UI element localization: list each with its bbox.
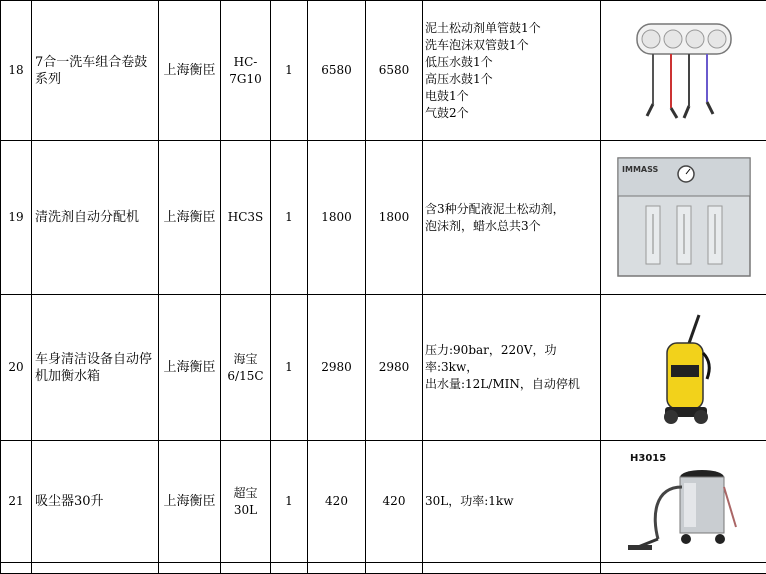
description (423, 141, 601, 295)
model-line: HC3S (221, 209, 270, 226)
description-line: 气鼓2个 (425, 105, 600, 122)
model-cell (221, 1, 271, 141)
model-line: 6/15C (221, 368, 270, 385)
description (423, 295, 601, 441)
pressure-washer-image (649, 309, 719, 427)
total-price: 1800 (366, 141, 423, 295)
table-row (1, 441, 766, 563)
model-cell (221, 295, 271, 441)
description-line: 压力:90bar，220V，功率:3kw， (425, 342, 600, 376)
description-line: 洗车泡沫双管鼓1个 (425, 37, 600, 54)
model-cell (221, 141, 271, 295)
row-number: 20 (1, 295, 32, 441)
manufacturer: 上海衡臣 (159, 295, 221, 441)
model-line: 30L (221, 502, 270, 519)
vacuum-model-caption: H3015 (630, 453, 666, 464)
description-line: 出水量:12L/MIN，自动停机 (425, 376, 600, 393)
description-line: 30L，功率:1kw (425, 493, 600, 510)
unit-price: 1800 (308, 141, 366, 295)
description-line: 高压水鼓1个 (425, 71, 600, 88)
product-image-cell (601, 1, 766, 141)
product-name: 清洗剂自动分配机 (32, 141, 159, 295)
total-price: 2980 (366, 295, 423, 441)
model-line: 7G10 (221, 71, 270, 88)
table-row (1, 141, 766, 295)
vacuum-cleaner-image (624, 447, 744, 557)
manufacturer: 上海衡臣 (159, 441, 221, 563)
dispenser-cabinet-image (614, 154, 754, 282)
quantity: 1 (271, 295, 308, 441)
quantity: 1 (271, 141, 308, 295)
table-row (1, 1, 766, 141)
description-line: 含3种分配液泥土松动剂， (425, 201, 600, 218)
description-line: 电鼓1个 (425, 88, 600, 105)
manufacturer: 上海衡臣 (159, 141, 221, 295)
table-row (1, 295, 766, 441)
model-line: 海宝 (221, 351, 270, 368)
description-line: 泡沫剂，蜡水总共3个 (425, 218, 600, 235)
description-line: 泥土松动剂单管鼓1个 (425, 20, 600, 37)
product-name: 7合一洗车组合卷鼓系列 (32, 1, 159, 141)
model-cell (221, 441, 271, 563)
unit-price: 2980 (308, 295, 366, 441)
total-price: 6580 (366, 1, 423, 141)
total-price: 420 (366, 441, 423, 563)
row-number: 19 (1, 141, 32, 295)
model-line: 超宝 (221, 485, 270, 502)
product-image-cell (601, 441, 766, 563)
table-row (1, 563, 766, 574)
unit-price: 420 (308, 441, 366, 563)
manufacturer: 上海衡臣 (159, 1, 221, 141)
product-image-cell (601, 141, 766, 295)
unit-price: 6580 (308, 1, 366, 141)
description (423, 1, 601, 141)
row-number: 18 (1, 1, 32, 141)
quantity: 1 (271, 441, 308, 563)
description (423, 441, 601, 563)
row-number: 21 (1, 441, 32, 563)
product-name: 车身清洁设备自动停机加衡水箱 (32, 295, 159, 441)
product-image-cell (601, 295, 766, 441)
description-line: 低压水鼓1个 (425, 54, 600, 71)
quantity: 1 (271, 1, 308, 141)
product-name: 吸尘器30升 (32, 441, 159, 563)
hose-reel-image (629, 16, 739, 126)
brand-label: IMMASS (622, 165, 658, 174)
model-line: HC- (221, 54, 270, 71)
